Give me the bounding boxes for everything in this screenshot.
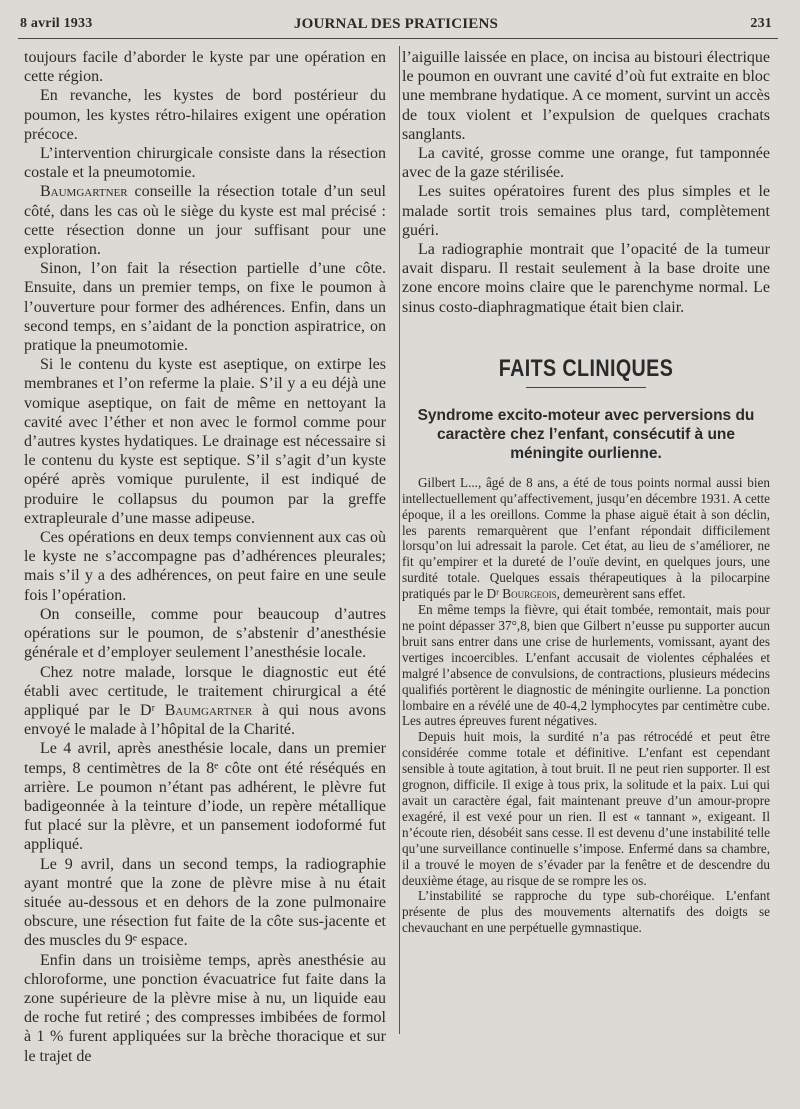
- article-title: Syndrome excito-moteur avec perversions du caractère chez l’enfant, consécutif à une méningite ourlienne.: [417, 406, 755, 462]
- paragraph: Sinon, l’on fait la résection partielle d’une côte. Ensuite, dans un premier temps, on fixe le poumon à l’ouverture pour former des adhérences. Enfin, dans un second temps, en s’aidant de la ponction aspiratrice, on pratique la pneumotomie.: [24, 260, 386, 355]
- paragraph: Le 9 avril, dans un second temps, la radiographie ayant montré que la zone de plèvre mise à nu était située au-dessous et en dehors de la zone pulmonaire obscure, une résection fut faite de la côte sus-jacente et des muscles du 9ᵉ espace.: [24, 855, 386, 950]
- paragraph: Les suites opératoires furent des plus simples et le malade sortit trois semaines plus tard, complètement guéri.: [402, 183, 770, 239]
- paragraph: Le 4 avril, après anesthésie locale, dans un premier temps, 8 centimètres de la 8ᵉ côte ont été réséqués en arrière. Le poumon n’étant pas adhérent, le plèvre fut badigeonnée à la teinture d’iode, un repère métallique fut placé sur la plèvre, et un pansement iodoformé fut appliqué.: [24, 740, 386, 854]
- paragraph: En même temps la fièvre, qui était tombée, remontait, mais pour ne point dépasser 37°,8, bien que Gilbert n’eusse pu supporter aucun bruit sans entrer dans une crise de hurlements, vomissant, ayant des vertiges incoercibles. L’enfant accusait de violentes céphalées et malgré l’absence de convulsions, de contractions, plusieurs médecins qualifiés portèrent le diagnostic de méningite ourlienne. La ponction lombaire en a révélé une de 40-4,2 lymphocytes par centimètre cube. Les autres épreuves furent négatives.: [402, 602, 770, 729]
- author-name: Baumgartner: [164, 701, 253, 719]
- paragraph: [24, 663, 386, 740]
- author-name: Baumgartner: [40, 183, 128, 201]
- right-column: [402, 48, 770, 1036]
- paragraph: Enfin dans un troisième temps, après anesthésie au chloroforme, une ponction évacuatrice fut faite dans la zone supérieure de la plèvre mise à nu, un liquide eau de roche fut retiré ; des compresses imbibées de formol à 1 % furent appliquées sur la brèche thoracique et sur le trajet de: [24, 951, 386, 1065]
- section-title: FAITS CLINIQUES: [498, 354, 674, 382]
- header-date: 8 avril 1933: [20, 16, 93, 31]
- case-continuation: [402, 48, 770, 317]
- author-name: Bourgeois: [502, 586, 557, 602]
- paragraph: On conseille, comme pour beaucoup d’autres opérations sur le poumon, de s’abstenir d’anesthésie générale et d’employer seulement l’anesthésie locale.: [24, 605, 386, 662]
- article-body: [402, 475, 770, 936]
- paragraph: Si le contenu du kyste est aseptique, on extirpe les membranes et l’on referme la plaie. S’il y a eu déjà une vomique aseptique, on fait de même en nettoyant la cavité avec l’éther et non avec le formol comme pour d’autres kystes hydatiques. Le drainage est nécessaire si le contenu du kyste est septique. S’il s’agit d’un kyste opéré après vomique purulente, il est indiqué de produire le collapsus du poumon par la greffe extrapleurale d’une masse adipeuse.: [24, 356, 386, 527]
- column-divider: [399, 46, 400, 1034]
- paragraph-text: Gilbert L..., âgé de 8 ans, a été de tous points normal aussi bien intellectuellement qu’affectivement, jusqu’en décembre 1931. A cette époque, il a les oreillons. Comme la phase aiguë était à son déclin, les parents remarquèrent que l’enfant répondait difficilement lorsqu’on lui adressait la parole. Cet état, au lieu de s’améliorer, ne fit qu’empirer et la dureté de l’ouïe devint, en quelques jours, une surdité totale. Quelques essais thérapeutiques à la pilocarpine pratiqués par le Dʳ: [402, 474, 770, 602]
- paragraph: En revanche, les kystes de bord postérieur du poumon, les kystes rétro-hilaires exigent une opération précoce.: [24, 87, 386, 143]
- paragraph: toujours facile d’aborder le kyste par une opération en cette région.: [24, 49, 386, 86]
- header-page-number: 231: [750, 16, 772, 31]
- running-header: [20, 12, 772, 34]
- paragraph: L’intervention chirurgicale consiste dans la résection costale et la pneumotomie.: [24, 145, 386, 182]
- paragraph: l’aiguille laissée en place, on incisa au bistouri électrique le poumon en ouvrant une cavité d’où fut extraite en bloc une membrane hydatique. A ce moment, survint un accès de toux violent et l’expulsion de quelques crachats sanglants.: [402, 49, 770, 143]
- paragraph: Ces opérations en deux temps conviennent aux cas où le kyste ne s’accompagne pas d’adhérences pleurales; mais s’il y a des adhérences, on peut faire en une seule fois l’opération.: [24, 529, 386, 604]
- paragraph-text: , demeurèrent sans effet.: [556, 586, 686, 602]
- paragraph: [402, 475, 770, 602]
- paragraph-text: Chez notre malade, lorsque le diagnostic eut été établi avec certitude, le traitement chirurgical a été appliqué par le Dʳ: [24, 663, 386, 719]
- paragraph: La radiographie montrait que l’opacité de la tumeur avait disparu. Il restait seulement à la base droite une zone encore moins claire que le parenchyme normal. Le sinus costo-diaphragmatique était bien clair.: [402, 241, 770, 316]
- paragraph: La cavité, grosse comme une orange, fut tamponnée avec de la gaze stérilisée.: [402, 145, 770, 182]
- paragraph-text: à qui nous avons envoyé le malade à l’hôpital de la Charité.: [24, 701, 386, 739]
- section-rule: [526, 387, 646, 388]
- header-rule: [18, 38, 778, 39]
- header-journal-title: JOURNAL DES PRATICIENS: [293, 16, 499, 32]
- paragraph: Depuis huit mois, la surdité n’a pas rétrocédé et peut être considérée comme totale et définitive. L’enfant est cependant sensible à toute agitation, à tout bruit. Il ne peut rien supporter. Il est grognon, difficile. Il exige à tous prix, la solitude et la paix. Lui qui avait un caractère égal, fait maintenant preuve d’un amour-propre exagéré, il est vexé pour un rien. Il est « tannant », exigeant. Il n’écoute rien, désobéit sans cesse. Il est devenu d’une instabilité telle qu’une surveillance continuelle s’impose. Enfermé dans sa chambre, il a trouvé le moyen de s’évader par la fenêtre et de descendre du deuxième étage, au risque de se rompre les os.: [402, 729, 770, 888]
- paragraph-text: conseille la résection totale d’un seul côté, dans les cas où le siège du kyste est mal précisé : cette résection donne un jour suffisant pour une exploration.: [24, 183, 386, 259]
- left-column: [24, 48, 386, 1065]
- paragraph: L’instabilité se rapproche du type sub-choréique. L’enfant présente de plus des mouvements alternatifs des doigts se chevauchant en une perpétuelle gymnastique.: [402, 888, 770, 936]
- paragraph: [24, 182, 386, 259]
